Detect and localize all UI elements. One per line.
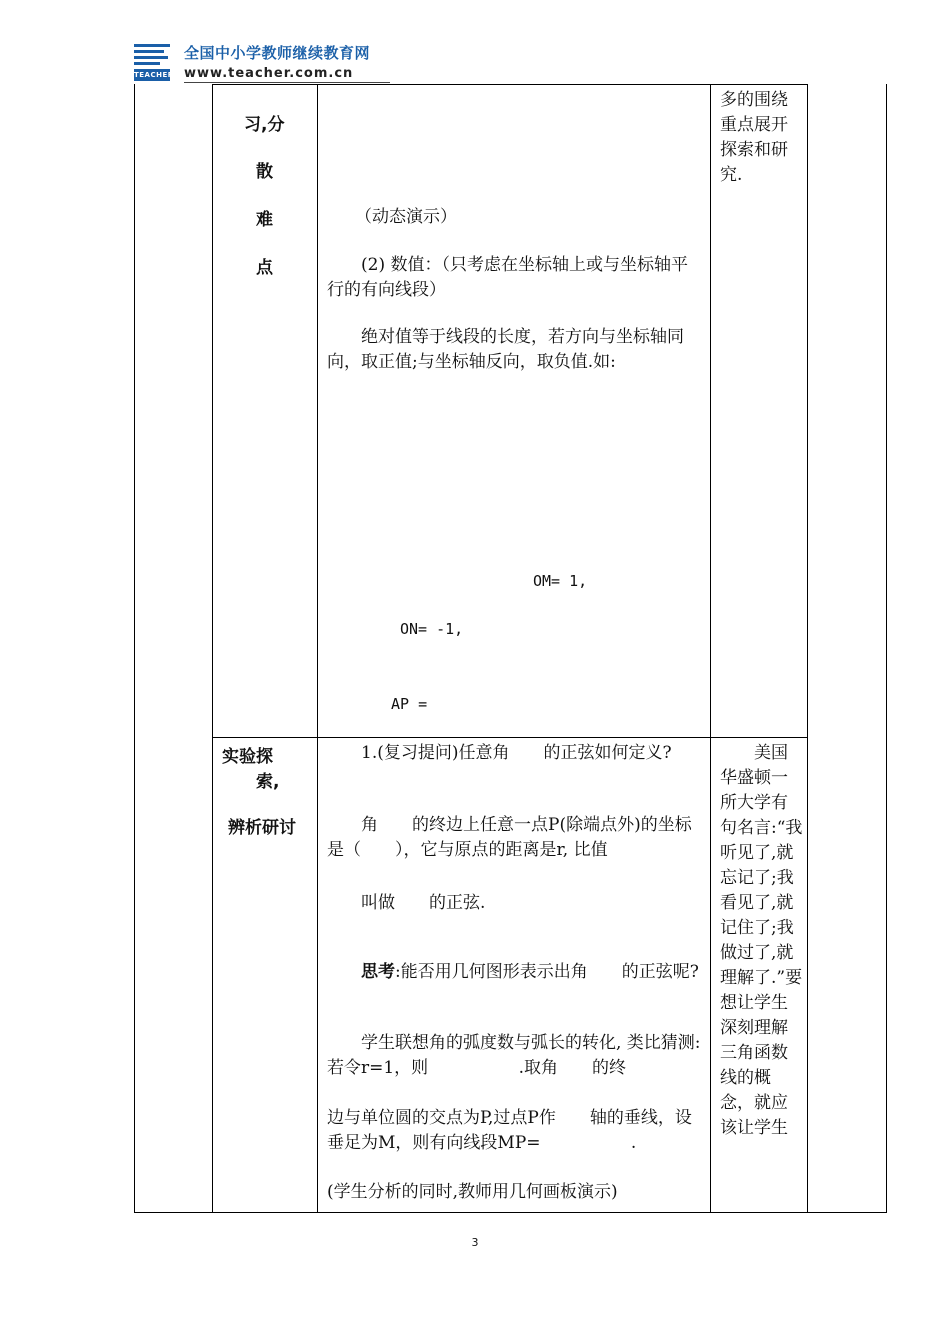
row1-label-line3: 难 (256, 210, 273, 230)
logo-tag: TEACHER (134, 71, 174, 79)
row1-label-line1: 习,分 (244, 115, 285, 135)
think-text: :能否用几何图形表示出角 的正弦呢? (395, 962, 699, 982)
site-url: www.teacher.com.cn (184, 66, 354, 81)
row-divider (212, 737, 808, 738)
site-name: 全国中小学教师继续教育网 (184, 44, 371, 62)
ap-value: AP = (391, 695, 428, 713)
dynamic-demo-note: （动态演示） (355, 207, 457, 227)
sine-definition-conclusion: 叫做 的正弦. (361, 893, 486, 913)
table-bottom-border (134, 1212, 886, 1213)
outer-right-border (886, 84, 887, 1213)
think-question (327, 960, 703, 985)
think-label: 思考 (361, 962, 395, 982)
review-question: 1.(复习提问)任意角 的正弦如何定义? (361, 743, 672, 763)
page-number: 3 (471, 1236, 479, 1249)
label-column-border (212, 84, 213, 1213)
row1-label-line4: 点 (256, 258, 273, 278)
unit-circle-paragraph: 边与单位圆的交点为P,过点P作 轴的垂线，设垂足为M，则有向线段MP= . (327, 1108, 692, 1153)
student-association-paragraph: 学生联想角的弧度数与弧长的转化, 类比猜测:若令r=1，则 .取角 的终 (327, 1033, 701, 1078)
om-value: OM= 1, (533, 572, 588, 590)
row2-label-line3: 辨析研讨 (228, 818, 296, 838)
site-logo (134, 40, 384, 88)
outer-left-border (134, 84, 135, 1213)
note-right-border (807, 84, 808, 1213)
row2-label-line1: 实验探 (222, 747, 273, 767)
header-rule (184, 82, 390, 83)
row1-label-line2: 散 (256, 162, 273, 182)
row2-label-line2: 索, (256, 772, 280, 792)
geometry-demo-note: (学生分析的同时,教师用几何画板演示) (327, 1182, 618, 1202)
row1-teaching-note: 多的围绕重点展开探索和研究. (720, 90, 788, 185)
teacher-logo-icon (134, 42, 172, 82)
sine-definition-paragraph: 角 的终边上任意一点P(除端点外)的坐标是（ ），它与原点的距离是r, 比值 (327, 815, 692, 860)
value-definition-paragraph: (2) 数值：（只考虑在坐标轴上或与坐标轴平行的有向线段） (327, 255, 688, 300)
sign-rule-paragraph: 绝对值等于线段的长度，若方向与坐标轴同向，取正值;与坐标轴反向，取负值.如: (327, 327, 684, 372)
content-column-border (317, 84, 318, 1213)
note-column-border (710, 84, 711, 1213)
row2-teaching-note: 美国华盛顿一所大学有句名言:“我听见了,就忘记了;我看见了,就记住了;我做过了,就理解了.”要想让学生深刻理解三角函数线的概念，就应该让学生 (720, 743, 803, 1138)
on-value: ON= -1, (400, 620, 464, 638)
table-top-border (212, 84, 808, 85)
